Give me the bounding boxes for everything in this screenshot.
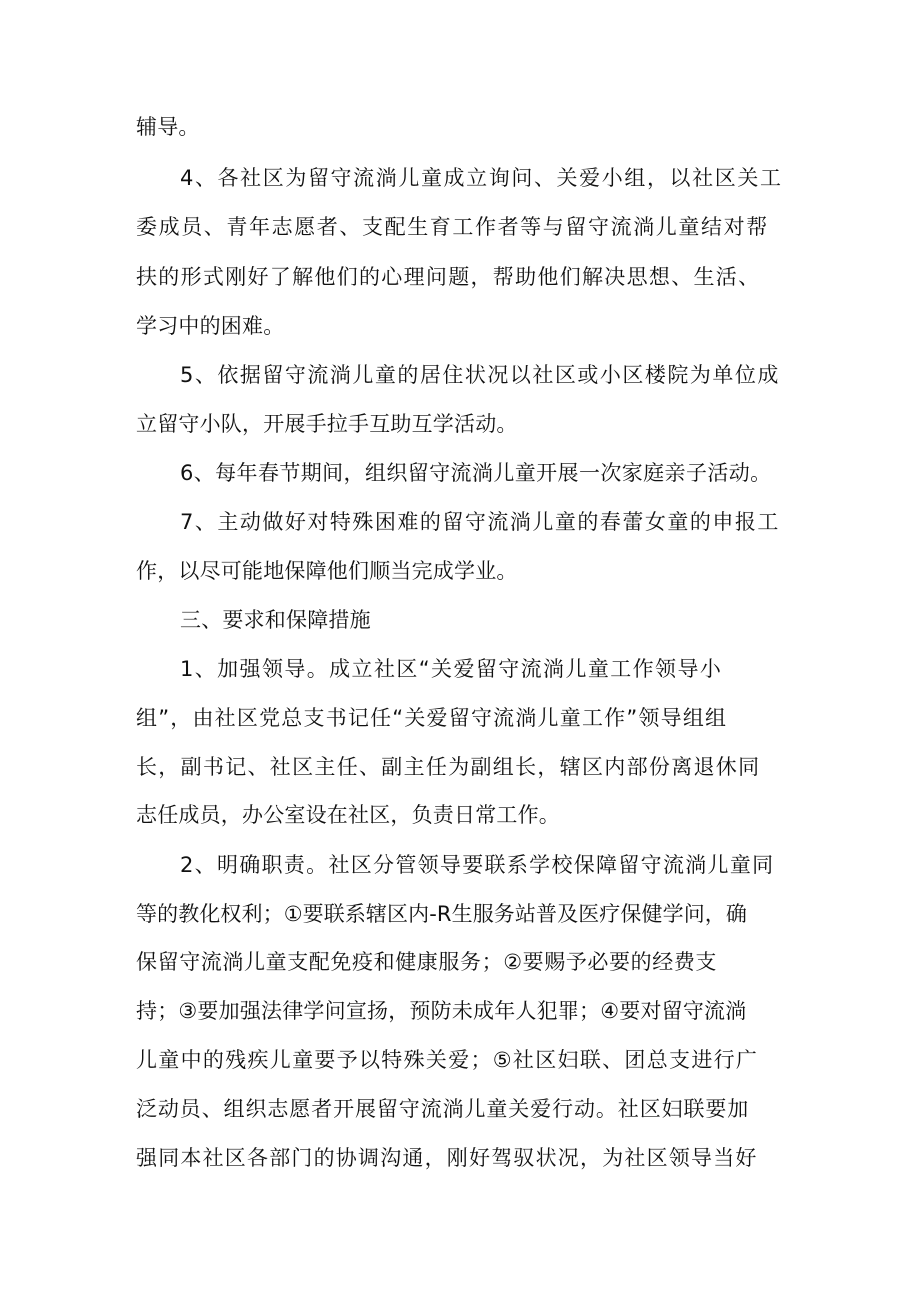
text-line: 立留守小队，开展手拉手互助互学活动。 bbox=[136, 412, 518, 436]
text-line: 等的教化权利；①要联系辖区内-R生服务站普及医疗保健学问，确 bbox=[136, 902, 747, 926]
text-line: 1、加强领导。成立社区“关爱留守流淌儿童工作领导小 bbox=[180, 657, 723, 681]
text-line: 组”，由社区党总支书记任“关爱留守流淌儿童工作”领导组组 bbox=[136, 706, 728, 730]
text-line: 泛动员、组织志愿者开展留守流淌儿童关爱行动。社区妇联要加 bbox=[136, 1097, 750, 1121]
text-line: 委成员、青年志愿者、支配生育工作者等与留守流淌儿童结对帮 bbox=[136, 215, 769, 239]
text-line: 2、明确职责。社区分管领导要联系学校保障留守流淌儿童同 bbox=[180, 853, 775, 877]
text-line: 强同本社区各部门的协调沟通，刚好驾驭状况，为社区领导当好 bbox=[136, 1146, 758, 1170]
text-line: 保留守流淌儿童支配免疫和健康服务；②要赐予必要的经费支 bbox=[136, 950, 718, 974]
text-line: 辅导。 bbox=[136, 115, 200, 139]
text-line: 7、主动做好对特殊困难的留守流淌儿童的春蕾女童的申报工 bbox=[180, 510, 780, 534]
text-line: 志任成员，办公室设在社区，负责日常工作。 bbox=[136, 803, 560, 827]
text-line: 扶的形式刚好了解他们的心理问题，帮助他们解决思想、生活、 bbox=[136, 265, 761, 289]
text-line: 学习中的困难。 bbox=[136, 314, 285, 338]
text-line: 4、各社区为留守流淌儿童成立询问、关爱小组，以社区关工 bbox=[180, 166, 783, 190]
text-line: 儿童中的残疾儿童要予以特殊关爱；⑤社区妇联、团总支进行广 bbox=[136, 1048, 759, 1072]
text-line: 6、每年春节期间，组织留守流淌儿童开展一次家庭亲子活动。 bbox=[180, 461, 772, 485]
section-heading: 三、要求和保障措施 bbox=[180, 608, 371, 632]
text-line: 作，以尽可能地保障他们顺当完成学业。 bbox=[136, 559, 518, 583]
text-line: 持；③要加强法律学问宣扬，预防未成年人犯罪；④要对留守流淌 bbox=[136, 999, 747, 1023]
text-line: 长，副书记、社区主任、副主任为副组长，辖区内部份离退休同 bbox=[136, 755, 761, 779]
text-line: 5、依据留守流淌儿童的居住状况以社区或小区楼院为单位成 bbox=[180, 363, 780, 387]
